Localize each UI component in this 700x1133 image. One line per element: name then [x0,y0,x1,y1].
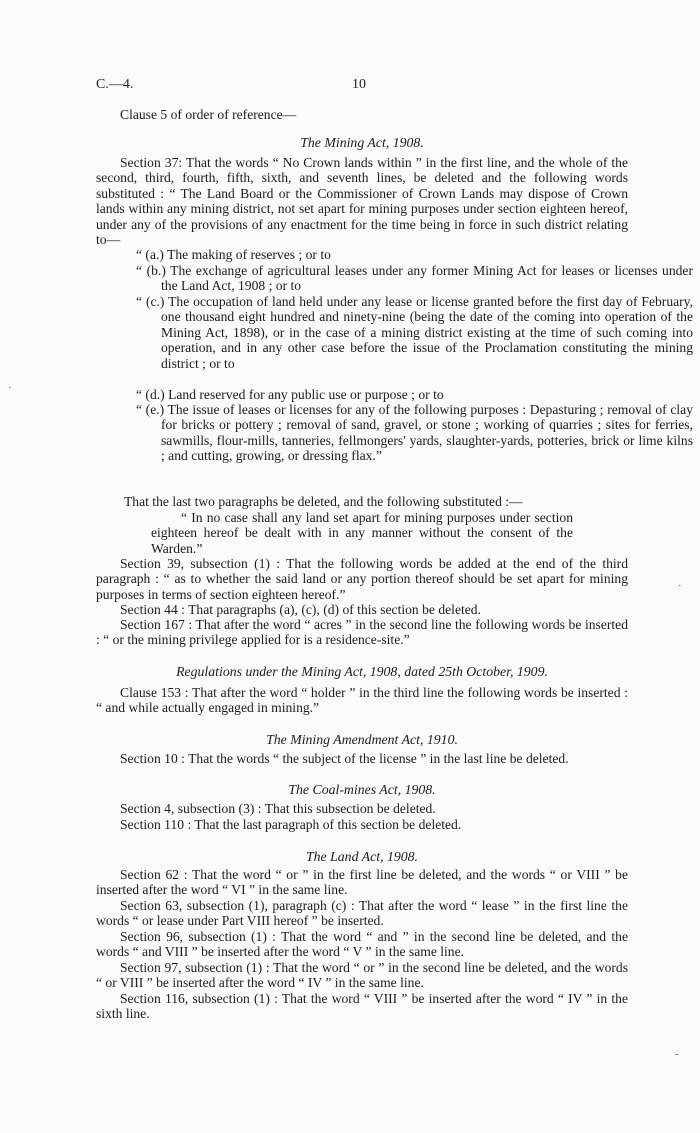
list-item-d: “ (d.) Land reserved for any public use or purpose ; or to [136,387,444,402]
section-4-text: Section 4, subsection (3) : That this subsection be deleted. [120,801,436,816]
section-62-text: Section 62 : That the word “ or ” in the first line be deleted, and the words “ or VIII ” be inserted after the word “ VI ” in the same line. [96,867,628,898]
warden-quote: “ In no case shall any land set apart for mining purposes under section eighteen hereof be dealt with in any manner without the consent of the Warden.” [151,510,573,556]
section-37-text: Section 37: That the words “ No Crown lands within ” in the first line, and the whole of the second, third, fourth, fifth, sixth, and seventh lines, be deleted and the following words substituted : “ The Land Board or the Commissioner of Crown Lands may dispose of Crown lands within any mining district, not set apart for mining purposes under section eighteen hereof, under any of the provisions of any enactment for the time being in force in such district relating to— [96,155,628,248]
list-item-a: “ (a.) The making of reserves ; or to [136,247,331,262]
heading-mining-amendment: The Mining Amendment Act, 1910. [266,732,458,747]
margin-speck-bottom: ‐ [675,1048,679,1060]
heading-regulations: Regulations under the Mining Act, 1908, dated 25th October, 1909. [176,664,548,679]
section-97-text: Section 97, subsection (1) : That the word “ or ” in the second line be deleted, and the words “ or VIII ” be inserted after the word “ IV ” in the same line. [96,960,628,991]
heading-coal-mines: The Coal-mines Act, 1908. [288,782,436,797]
list-item-e: “ (e.) The issue of leases or licenses for any of the following purposes : Depasturing ; removal of clay for bricks or pottery ; removal of sand, gravel, or stone ; working of quarries ; sites for ferries, sawmills, flour-mills, tanneries, fellmongers' yards, slaughter-yards, potteries, brick or lime kilns ; and cutting, growing, or dressing flax.” [136,402,693,464]
page-header-code: C.—4. [96,77,134,92]
section-44-text: Section 44 : That paragraphs (a), (c), (d) of this section be deleted. [120,602,481,617]
heading-mining-act: The Mining Act, 1908. [300,135,424,150]
margin-speck-right: · [678,580,682,592]
section-116-text: Section 116, subsection (1) : That the word “ VIII ” be inserted after the word “ IV ” in the sixth line. [96,991,628,1022]
clause-153-text: Clause 153 : That after the word “ holder ” in the third line the following words be inserted : “ and while actually engaged in mining.” [96,685,628,716]
margin-speck: · [8,382,12,394]
section-10-text: Section 10 : That the words “ the subject of the license ” in the last line be deleted. [120,751,569,766]
intro-line: Clause 5 of order of reference— [120,107,297,122]
page-number: 10 [352,77,366,92]
heading-land-act: The Land Act, 1908. [305,849,419,864]
section-96-text: Section 96, subsection (1) : That the word “ and ” in the second line be deleted, and the words “ and VIII ” be inserted after the word “ V ” in the same line. [96,929,628,960]
list-item-c: “ (c.) The occupation of land held under any lease or license granted before the first day of February, one thousand eight hundred and ninety-nine (being the date of the coming into operation of the Mining Act, 1898), or in the case of a mining district existing at the time of such coming into operation, and in any other case before the issue of the Proclamation constituting the mining district ; or to [136,294,693,371]
last-two-paragraphs-line: That the last two paragraphs be deleted, and the following substituted :— [124,494,523,509]
section-39-text: Section 39, subsection (1) : That the following words be added at the end of the third paragraph : “ as to whether the said land or any portion thereof should be set apart for mining purposes in terms of section eighteen hereof.” [96,556,628,602]
section-110-text: Section 110 : That the last paragraph of this section be deleted. [120,817,462,832]
section-63-text: Section 63, subsection (1), paragraph (c) : That after the word “ lease ” in the first line the words “ or lease under Part VIII hereof ” be inserted. [96,898,628,929]
section-167-text: Section 167 : That after the word “ acres ” in the second line the following words be inserted : “ or the mining privilege applied for is a residence-site.” [96,617,628,648]
list-item-b: “ (b.) The exchange of agricultural leases under any former Mining Act for leases or licenses under the Land Act, 1908 ; or to [136,263,693,294]
